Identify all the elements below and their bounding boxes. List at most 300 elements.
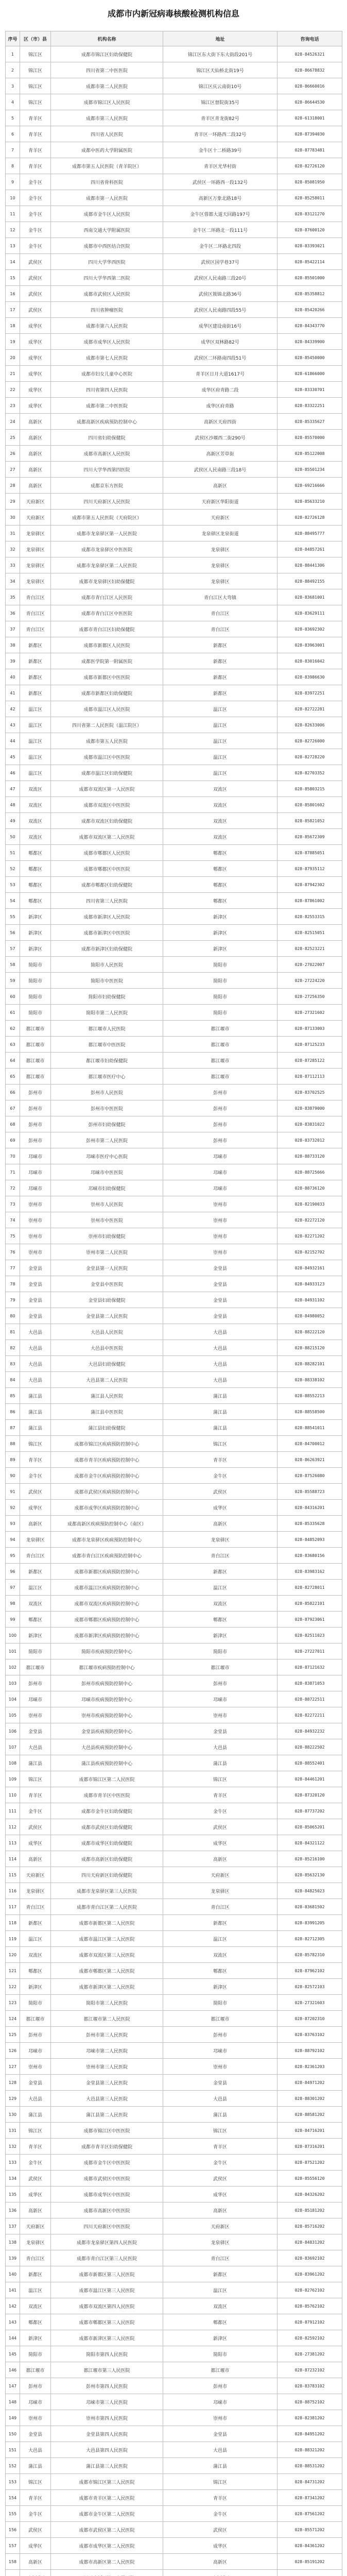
cell-address: 都江堰市 (163, 1021, 277, 1037)
cell-phone: 028-88301202 (277, 2091, 342, 2107)
cell-phone: 028-84951202 (277, 2426, 342, 2442)
table-row (6, 1420, 342, 1436)
cell-phone: 028-87935112 (277, 861, 342, 877)
table-row (6, 1021, 342, 1037)
cell-address: 崇州市 (163, 1212, 277, 1228)
table-row (6, 2474, 342, 2490)
cell-phone: 028-85762102 (277, 2298, 342, 2314)
cell-address: 青白江区 (163, 605, 277, 621)
cell-district: 青羊区 (20, 2139, 51, 2155)
cell-institution: 成都市成华区第二人民医院 (51, 2538, 163, 2554)
table-row (6, 941, 342, 957)
cell-district: 彭州市 (20, 2378, 51, 2394)
cell-address: 都江堰市 (163, 1659, 277, 1675)
cell-phone: 028-82722281 (277, 701, 342, 717)
cell-address: 温江区 (163, 1931, 277, 1947)
cell-no: 106 (6, 1723, 20, 1739)
cell-address: 温江区 (163, 2282, 277, 2298)
cell-no: 117 (6, 1899, 20, 1915)
table-row (6, 1787, 342, 1803)
cell-no: 66 (6, 1084, 20, 1100)
cell-no: 11 (6, 206, 20, 222)
cell-institution: 四川省第二人民医院（温江院区） (51, 717, 163, 733)
cell-address: 彭州市 (163, 1100, 277, 1116)
cell-address: 成华区 (163, 2187, 277, 2202)
cell-phone: 028-85632130 (277, 1867, 342, 1883)
table-row (6, 1356, 342, 1372)
cell-district: 青羊区 (20, 1787, 51, 1803)
cell-phone: 028-83831022 (277, 1116, 342, 1132)
cell-no: 108 (6, 1755, 20, 1771)
cell-district: 金堂县 (20, 1260, 51, 1276)
table-row (6, 2171, 342, 2187)
table-row (6, 190, 342, 206)
cell-address: 龙泉驿区 (163, 1883, 277, 1899)
cell-no: 150 (6, 2426, 20, 2442)
cell-institution: 成都市第五人民医院（天府院区） (51, 510, 163, 526)
table-row (6, 2490, 342, 2506)
cell-no: 39 (6, 653, 20, 669)
cell-no: 157 (6, 2538, 20, 2554)
cell-no: 126 (6, 2043, 20, 2059)
cell-phone: 028-84933123 (277, 1276, 342, 1292)
cell-phone: 028-85450000 (277, 350, 342, 366)
cell-district: 温江区 (20, 749, 51, 765)
cell-institution: 简阳市人民医院 (51, 957, 163, 973)
cell-address: 大邑县 (163, 1356, 277, 1372)
cell-district: 简阳市 (20, 973, 51, 989)
cell-address: 青羊区 (163, 2490, 277, 2506)
cell-institution: 都江堰市第三人民医院 (51, 2362, 163, 2378)
table-row (6, 2282, 342, 2298)
table-row (6, 621, 342, 637)
cell-district: 蒲江县 (20, 1388, 51, 1404)
cell-institution: 大邑县妇幼保健院 (51, 1356, 163, 1372)
cell-institution: 成都市龙泉驿区第四人民医院 (51, 2234, 163, 2250)
cell-phone: 028-83763102 (277, 2027, 342, 2043)
cell-phone: 028-83680156 (277, 1548, 342, 1564)
cell-district: 邛崃市 (20, 1691, 51, 1707)
cell-district: 崇州市 (20, 1244, 51, 1260)
cell-phone: 028-85822101 (277, 1596, 342, 1612)
cell-address: 彭州市 (163, 1084, 277, 1100)
cell-phone: 028-27321602 (277, 1005, 342, 1021)
cell-no: 133 (6, 2155, 20, 2171)
cell-phone: 028-69216666 (277, 478, 342, 494)
cell-no (6, 2570, 20, 2576)
cell-institution: 都江堰市医疗中心 (51, 1069, 163, 1084)
cell-address: 双流区 (163, 1947, 277, 1963)
cell-phone: 028-87885051 (277, 845, 342, 861)
cell-address: 成华区双林路82号 (163, 334, 277, 350)
cell-phone: 028-83871053 (277, 1675, 342, 1691)
cell-district: 成华区 (20, 382, 51, 398)
cell-phone: 028-83879000 (277, 1100, 342, 1116)
cell-no: 72 (6, 1180, 20, 1196)
header-row (6, 31, 342, 46)
cell-phone: 028-84825023 (277, 1883, 342, 1899)
cell-institution: 成都市双流区第四人民医院 (51, 2298, 163, 2314)
table-row (6, 701, 342, 717)
cell-no: 100 (6, 1628, 20, 1643)
cell-phone: 028-87600120 (277, 222, 342, 238)
cell-address: 青白江区 (163, 621, 277, 637)
cell-address: 锦江区东大街下东大街段201号 (163, 46, 277, 62)
cell-no: 145 (6, 2346, 20, 2362)
cell-address: 锦江区督院街35号 (163, 94, 277, 110)
cell-phone: 028-82381202 (277, 2410, 342, 2426)
cell-no: 74 (6, 1212, 20, 1228)
cell-district: 成华区 (20, 2187, 51, 2202)
cell-institution: 成都市龙泉驿区第三人民医院 (51, 1883, 163, 1899)
cell-institution: 蒲江县人民医院 (51, 1388, 163, 1404)
cell-institution: 成都市金牛区妇幼保健院 (51, 1803, 163, 1819)
cell-address: 成华区府青路二段 (163, 382, 277, 398)
cell-no: 17 (6, 302, 20, 318)
cell-institution: 成都医学院第一附属医院 (51, 653, 163, 669)
table-row (6, 1500, 342, 1516)
cell-address: 简阳市 (163, 1005, 277, 1021)
cell-no: 149 (6, 2410, 20, 2426)
cell-address: 崇州市 (163, 1244, 277, 1260)
cell-address: 都江堰市 (163, 2011, 277, 2027)
table-row (6, 1643, 342, 1659)
cell-no: 70 (6, 1148, 20, 1164)
cell-institution: 成都市武侯区第二人民医院 (51, 2522, 163, 2538)
cell-no: 69 (6, 1132, 20, 1148)
cell-address: 温江区 (163, 701, 277, 717)
cell-no: 148 (6, 2394, 20, 2410)
cell-phone: 028-88581202 (277, 2107, 342, 2123)
cell-no: 37 (6, 621, 20, 637)
cell-phone: 028-88552213 (277, 1388, 342, 1404)
table-row (6, 2250, 342, 2266)
cell-no: 158 (6, 2554, 20, 2570)
cell-institution: 成都市第二中医医院 (51, 398, 163, 414)
cell-phone: 028-85258011 (277, 190, 342, 206)
cell-address: 双流区 (163, 813, 277, 829)
cell-institution: 成都市青白江区人民医院 (51, 589, 163, 605)
table-row (6, 1755, 342, 1771)
cell-district: 金牛区 (20, 206, 51, 222)
cell-district: 新津区 (20, 2330, 51, 2346)
cell-address: 青白江区 (163, 2250, 277, 2266)
table-row (6, 2187, 342, 2202)
cell-institution: 四川大学华西第二医院 (51, 270, 163, 286)
cell-district: 大邑县 (20, 1739, 51, 1755)
cell-district: 温江区 (20, 1931, 51, 1947)
table-row (6, 1324, 342, 1340)
cell-institution: 成都市龙泉驿区中医医院 (51, 541, 163, 557)
cell-phone: 028-88722511 (277, 1691, 342, 1707)
cell-institution: 大邑县中医医院 (51, 1340, 163, 1356)
cell-no: 1 (6, 46, 20, 62)
cell-phone: 028-88495777 (277, 526, 342, 541)
cell-address: 天府新区华阳街道 (163, 494, 277, 510)
cell-no: 102 (6, 1659, 20, 1675)
cell-no: 42 (6, 701, 20, 717)
cell-address: 双流区 (163, 781, 277, 797)
table-row (6, 669, 342, 685)
cell-institution: 彭州市妇幼保健院 (51, 1116, 163, 1132)
table-row (6, 877, 342, 893)
cell-address: 温江区 (163, 1580, 277, 1596)
cell-district: 大邑县 (20, 1324, 51, 1340)
cell-no: 32 (6, 541, 20, 557)
cell-no: 7 (6, 142, 20, 158)
table-row (6, 62, 342, 78)
table-row (6, 1851, 342, 1867)
cell-institution: 西南交通大学附属医院 (51, 222, 163, 238)
cell-no: 21 (6, 366, 20, 382)
cell-district: 锦江区 (20, 78, 51, 94)
cell-phone: 028-88792102 (277, 2043, 342, 2059)
cell-institution: 成都中医药大学附属医院 (51, 142, 163, 158)
table-row (6, 845, 342, 861)
cell-district: 双流区 (20, 1596, 51, 1612)
cell-institution: 成都市双流区第一人民医院 (51, 781, 163, 797)
cell-institution: 大邑县疾病预防控制中心 (51, 1739, 163, 1755)
cell-address: 蒲江县 (163, 2107, 277, 2123)
cell-phone: 028-86263921 (277, 1452, 342, 1468)
cell-institution: 成都京东方医院 (51, 478, 163, 494)
cell-district: 简阳市 (20, 1005, 51, 1021)
cell-institution: 都江堰市中医医院 (51, 1037, 163, 1053)
cell-phone: 028-83629111 (277, 605, 342, 621)
table-row (6, 46, 342, 62)
cell-institution: 蒲江县第三人民医院 (51, 2458, 163, 2474)
cell-district: 温江区 (20, 733, 51, 749)
cell-district: 成华区 (20, 1835, 51, 1851)
cell-address: 武侯区 (163, 2522, 277, 2538)
cell-institution: 四川大学华西医院 (51, 254, 163, 270)
cell-phone: 028-85782310 (277, 1947, 342, 1963)
table-row (6, 2522, 342, 2538)
cell-district: 龙泉驿区 (20, 1532, 51, 1548)
table-row (6, 398, 342, 414)
cell-phone: 028-83330701 (277, 382, 342, 398)
cell-institution: 成都市新都区中医医院 (51, 669, 163, 685)
cell-district: 彭州市 (20, 2027, 51, 2043)
cell-district: 金牛区 (20, 2155, 51, 2171)
cell-district: 新津区 (20, 941, 51, 957)
cell-institution: 成都市青羊区疾病预防控制中心 (51, 1452, 163, 1468)
cell-district: 郫都区 (20, 845, 51, 861)
cell-address: 高新区 (163, 1516, 277, 1532)
cell-district: 新津区 (20, 1979, 51, 1995)
cell-phone: 028-87394030 (277, 126, 342, 142)
table-row (6, 2202, 342, 2218)
table-row (6, 765, 342, 781)
cell-address: 青羊区青龙街82号 (163, 110, 277, 126)
cell-district: 龙泉驿区 (20, 541, 51, 557)
cell-no: 25 (6, 430, 20, 446)
cell-institution: 崇州市中医医院 (51, 1212, 163, 1228)
cell-no: 132 (6, 2139, 20, 2155)
cell-district: 新都区 (20, 2266, 51, 2282)
table-row (6, 1803, 342, 1819)
cell-phone: 028-82592102 (277, 2330, 342, 2346)
cell-institution: 成都市新都区人民医院 (51, 637, 163, 653)
cell-address: 武侯区人民南路三段20号 (163, 270, 277, 286)
cell-district: 金堂县 (20, 1276, 51, 1292)
cell-institution: 简阳市中医医院 (51, 973, 163, 989)
table-row (6, 733, 342, 749)
table-row (6, 142, 342, 158)
cell-phone: 028-85556120 (277, 2171, 342, 2187)
cell-institution: 成都市金牛区人民医院 (51, 206, 163, 222)
table-row (6, 2394, 342, 2410)
table-row (6, 526, 342, 541)
cell-district: 新都区 (20, 637, 51, 653)
cell-phone: 028-84461201 (277, 1771, 342, 1787)
table-row (6, 1308, 342, 1324)
cell-district: 天府新区 (20, 1867, 51, 1883)
cell-district: 金堂县 (20, 1292, 51, 1308)
cell-address: 大邑县 (163, 1739, 277, 1755)
table-row (6, 1995, 342, 2011)
cell-no: 118 (6, 1915, 20, 1931)
cell-address: 彭州市 (163, 2378, 277, 2394)
cell-no: 122 (6, 1979, 20, 1995)
cell-address: 温江区 (163, 733, 277, 749)
cell-address: 青白江区 (163, 1548, 277, 1564)
table-row (6, 1675, 342, 1691)
table-row (6, 1931, 342, 1947)
cell-address: 简阳市 (163, 989, 277, 1005)
cell-institution: 四川天府新区人民医院 (51, 494, 163, 510)
table-row (6, 2218, 342, 2234)
cell-district: 新都区 (20, 685, 51, 701)
cell-institution: 简阳市第三人民医院 (51, 1995, 163, 2011)
cell-institution: 简阳市疾病预防控制中心 (51, 1643, 163, 1659)
table-row (6, 1867, 342, 1883)
table-row (6, 1164, 342, 1180)
cell-phone: 028-84932232 (277, 1723, 342, 1739)
cell-district: 都江堰市 (20, 1037, 51, 1053)
cell-district: 武侯区 (20, 1819, 51, 1835)
cell-no: 88 (6, 1436, 20, 1452)
cell-institution: 蒲江县妇幼保健院 (51, 1420, 163, 1436)
cell-phone: 028-85335628 (277, 1516, 342, 1532)
cell-institution: 金堂县第四人民医院 (51, 2426, 163, 2442)
cell-address: 新都区 (163, 1564, 277, 1580)
cell-phone: 028-83121270 (277, 206, 342, 222)
table-row (6, 1116, 342, 1132)
table-row (6, 158, 342, 174)
cell-no: 115 (6, 1867, 20, 1883)
cell-no: 127 (6, 2059, 20, 2075)
cell-phone: 028-27022007 (277, 957, 342, 973)
cell-district: 高新区 (20, 478, 51, 494)
cell-address: 金堂县 (163, 2426, 277, 2442)
cell-address: 简阳市 (163, 973, 277, 989)
cell-institution: 彭州市第三人民医院 (51, 2027, 163, 2043)
cell-institution: 彭州市人民医院 (51, 1084, 163, 1100)
cell-district: 双流区 (20, 813, 51, 829)
cell-no: 96 (6, 1564, 20, 1580)
cell-phone: 028-85191202 (277, 2554, 342, 2570)
cell-no: 71 (6, 1164, 20, 1180)
cell-no: 56 (6, 925, 20, 941)
cell-phone: 028-85821052 (277, 813, 342, 829)
table-row (6, 1260, 342, 1276)
cell-no: 6 (6, 126, 20, 142)
table-row (6, 717, 342, 733)
cell-district: 龙泉驿区 (20, 573, 51, 589)
cell-institution: 蒲江县中医医院 (51, 1404, 163, 1420)
cell-district: 锦江区 (20, 1771, 51, 1787)
cell-address: 青羊区 (163, 1452, 277, 1468)
cell-no: 135 (6, 2187, 20, 2202)
cell-institution: 成都市龙泉驿区第一人民医院 (51, 526, 163, 541)
cell-address: 成华区府青路 (163, 398, 277, 414)
cell-address: 蒲江县 (163, 2458, 277, 2474)
cell-district: 成华区 (20, 334, 51, 350)
cell-no: 139 (6, 2250, 20, 2266)
cell-address: 金牛区蓉都大道天回路197号 (163, 206, 277, 222)
cell-institution: 四川省骨科医院 (51, 174, 163, 190)
cell-district: 温江区 (20, 765, 51, 781)
cell-institution: 邛崃市妇幼保健院 (51, 1180, 163, 1196)
cell-address: 锦江区 (163, 2474, 277, 2490)
cell-no: 10 (6, 190, 20, 206)
cell-phone: 028-85801602 (277, 797, 342, 813)
cell-phone: 028-82511023 (277, 1628, 342, 1643)
cell-district: 成华区 (20, 2538, 51, 2554)
table-row (6, 1628, 342, 1643)
cell-phone: 028-85216100 (277, 1851, 342, 1867)
cell-no: 136 (6, 2202, 20, 2218)
cell-no: 92 (6, 1500, 20, 1516)
cell-address: 郫都区 (163, 1612, 277, 1628)
cell-district: 青羊区 (20, 126, 51, 142)
table-row (6, 1452, 342, 1468)
cell-phone: 028-85570000 (277, 430, 342, 446)
table-row (6, 2059, 342, 2075)
cell-district: 温江区 (20, 701, 51, 717)
cell-address: 邛崃市 (163, 2394, 277, 2410)
cell-district: 简阳市 (20, 1995, 51, 2011)
cell-district: 金堂县 (20, 2075, 51, 2091)
cell-phone: 028-84980052 (277, 1308, 342, 1324)
table-row (6, 1659, 342, 1675)
table-row (6, 909, 342, 925)
cell-no: 93 (6, 1516, 20, 1532)
cell-district: 双流区 (20, 2298, 51, 2314)
page-title: 成都市内新冠病毒核酸检测机构信息 (107, 9, 239, 19)
cell-district: 郫都区 (20, 861, 51, 877)
cell-no: 33 (6, 557, 20, 573)
cell-address: 温江区 (163, 717, 277, 733)
table-row (6, 2091, 342, 2107)
cell-address: 双流区 (163, 829, 277, 845)
cell-phone: 028-87783481 (277, 142, 342, 158)
cell-no: 76 (6, 1244, 20, 1260)
cell-address: 温江区 (163, 749, 277, 765)
cell-institution: 成都市青白江区中医医院 (51, 605, 163, 621)
cell-phone: 028-82271202 (277, 1228, 342, 1244)
cell-phone: 028-87912102 (277, 2314, 342, 2330)
cell-address: 简阳市 (163, 957, 277, 973)
cell-address: 都江堰市 (163, 1069, 277, 1084)
table-row (6, 1947, 342, 1963)
cell-phone: 028-84326202 (277, 2187, 342, 2202)
table-row (6, 78, 342, 94)
cell-district: 青白江区 (20, 605, 51, 621)
cell-phone: 028-82190033 (277, 1196, 342, 1212)
cell-address: 新都区 (163, 1915, 277, 1931)
